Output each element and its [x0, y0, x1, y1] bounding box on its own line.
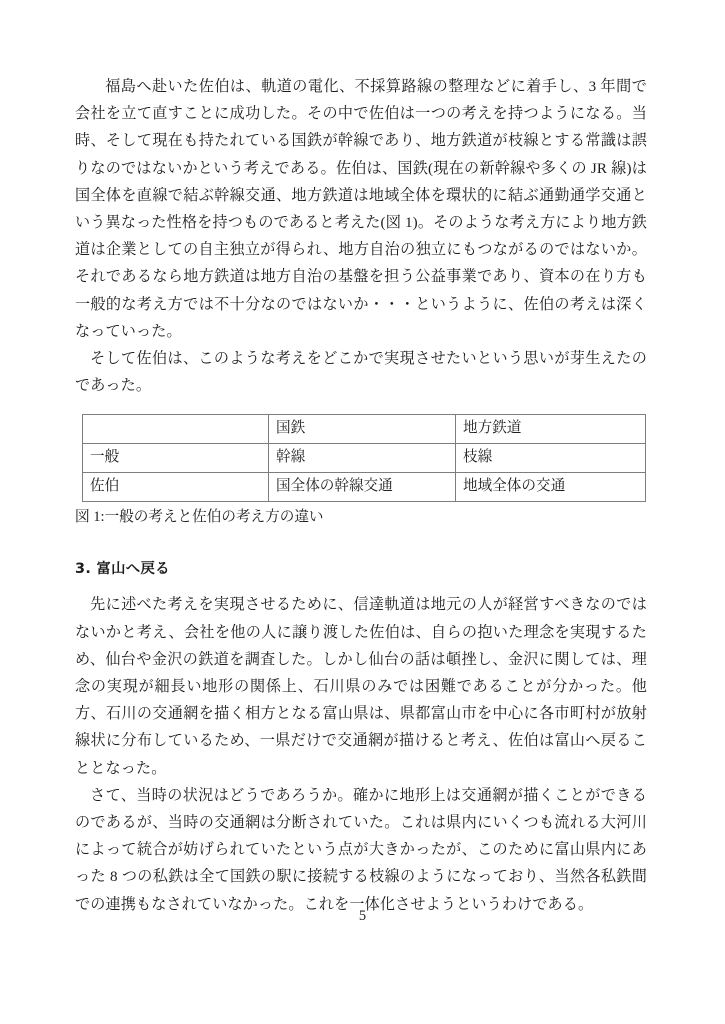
page-content	[75, 74, 647, 919]
table-row	[83, 473, 646, 502]
comparison-table	[82, 414, 646, 502]
table-row	[83, 444, 646, 473]
table-cell-ippan-chiho: 枝線	[456, 444, 646, 473]
table-cell-ippan-kokutetsu: 幹線	[269, 444, 456, 473]
heading-spacer-bottom	[75, 579, 647, 592]
table-rowlabel-saeki: 佐伯	[83, 473, 269, 502]
paragraph-3: 先に述べた考えを実現させるために、信達軌道は地元の人が経営すべきなのではないかと考え、会社を他の人に譲り渡した佐伯は、自らの抱いた理念を実現するため、仙台や金沢の鉄道を調査した。しかし仙台の話は頓挫し、金沢に関しては、理念の実現が細長い地形の関係上、石川県のみでは困難であることが分かった。他方、石川の交通網を描く相方となる富山県は、県都富山市を中心に各市町村が放射線状に分布しているため、一県だけで交通網が描けると考え、佐伯は富山へ戻ることとなった。	[75, 597, 647, 777]
table-cell-corner	[83, 415, 269, 444]
table-cell-saeki-kokutetsu: 国全体の幹線交通	[269, 473, 456, 502]
table-row	[83, 415, 646, 444]
table-cell-saeki-chiho: 地域全体の交通	[456, 473, 646, 502]
table-header-chiho-tetsudo: 地方鉄道	[456, 415, 646, 444]
heading-spacer-top	[75, 528, 647, 559]
comparison-table-wrapper	[75, 414, 647, 502]
table-header-kokutetsu: 国鉄	[269, 415, 456, 444]
page-number: 5	[358, 908, 367, 924]
table-rowlabel-ippan: 一般	[83, 444, 269, 473]
paragraph-1: 福島へ赴いた佐伯は、軌道の電化、不採算路線の整理などに着手し、3 年間で会社を立て直すことに成功した。その中で佐伯は一つの考えを持つようになる。当時、そして現在も持たれている国鉄が幹線であり、地方鉄道が枝線とする常識は誤りなのではないかという考えである。佐伯は、国鉄(現在の新幹線や多くの JR 線)は国全体を直線で結ぶ幹線交通、地方鉄道は地域全体を環状的に結ぶ通勤通学交通という異なった性格を持つものであると考えた(図 1)。そのような考え方により地方鉄道は企業としての自主独立が得られ、地方自治の独立にもつながるのではないか。それであるなら地方鉄道は地方自治の基盤を担う公益事業であり、資本の在り方も一般的な考え方では不十分なのではないか・・・というように、佐伯の考えは深くなっていった。	[75, 79, 647, 340]
figure-caption: 図 1:一般の考えと佐伯の考え方の違い	[75, 509, 324, 526]
paragraph-2: そして佐伯は、このような考えをどこかで実現させたいという思いが芽生えたのであった。	[75, 351, 647, 395]
section-heading-3: 3. 富山へ戻る	[75, 561, 170, 578]
paragraph-4: さて、当時の状況はどうであろうか。確かに地形上は交通網が描くことができるのであるが、当時の交通網は分断されていた。これは県内にいくつも流れる大河川によって統合が妨げられていたという点が大きかったが、このために富山県内にあった 8 つの私鉄は全て国鉄の駅に接続する枝線のようになっており、当然各私鉄間での連携もなされていなかった。これを一体化させようというわけである。	[75, 787, 647, 913]
